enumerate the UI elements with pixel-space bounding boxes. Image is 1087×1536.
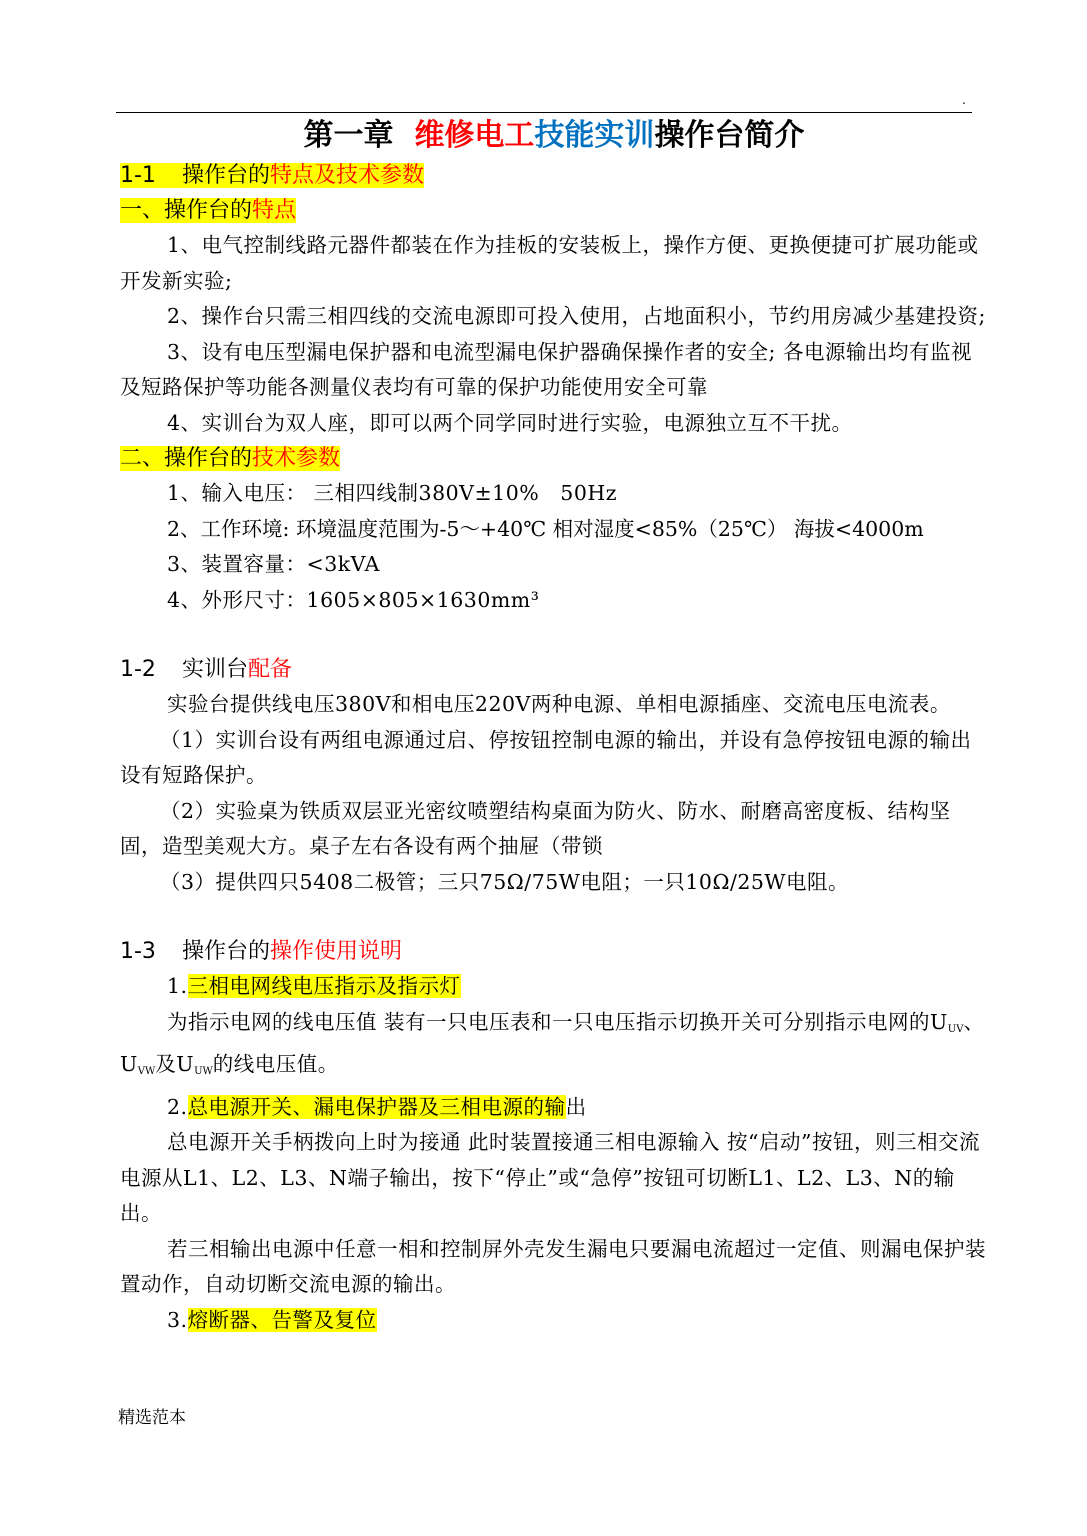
section-heading-1-1: 1-1 操作台的特点及技术参数 [120,163,425,188]
header-mark: . [962,93,966,107]
header-rule [116,112,972,113]
operation-item-3-heading: 3.熔断器、告警及复位 [167,1307,377,1332]
operation-item-2-heading: 2.总电源开关、漏电保护器及三相电源的输出 [167,1094,587,1119]
parameter-item: 4、外形尺寸：1605×805×1630mm³ [167,587,540,612]
equipment-item: （3）提供四只5408二极管；三只75Ω/75W电阻；一只10Ω/25W电阻。 [160,869,850,894]
page-footer: 精选范本 [118,1408,186,1428]
operation-item-2-body: 总电源开关手柄拨向上时为接通 此时装置接通三相电源输入 按“启动”按钮，则三相交流电源从L1、L2、L3、N端子输出，按下“停止”或“急停”按钮可切断L1、L2、L3、N的输出。 [120,1130,980,1225]
operation-item-2-body: 若三相输出电源中任意一相和控制屏外壳发生漏电只要漏电流超过一定值、则漏电保护装置动作，自动切断交流电源的输出。 [120,1236,986,1296]
section-heading-1-2: 1-2 实训台配备 [120,657,293,682]
equipment-intro: 实验台提供线电压380V和相电压220V两种电源、单相电源插座、交流电压电流表。 [167,692,951,716]
subheading-features: 一、操作台的特点 [120,198,297,223]
parameter-item: 3、装置容量：<3kVA [167,552,380,576]
operation-item-1-heading: 1.三相电网线电压指示及指示灯 [167,974,461,998]
document-body [120,114,990,1338]
operation-item-1-body: 为指示电网的线电压值 装有一只电压表和一只电压指示切换开关可分别指示电网的$U_{UV}$、$U_{VW}$及$U_{UW}$的线电压值。 [120,1009,985,1077]
feature-item: 1、电气控制线路元器件都装在作为挂板的安装板上，操作方便、更换便捷可扩展功能或开发新实验; [120,233,979,293]
parameter-item: 2、工作环境: 环境温度范围为-5～+40℃ 相对湿度<85%（25℃） 海拔<4000m [167,516,924,541]
subheading-parameters: 二、操作台的技术参数 [120,446,341,471]
section-heading-1-3: 1-3 操作台的操作使用说明 [120,939,403,964]
equipment-item: （2）实验桌为铁质双层亚光密纹喷塑结构桌面为防火、防水、耐磨高密度板、结构坚固，造型美观大方。桌子左右各设有两个抽屉（带锁 [120,798,951,858]
feature-item: 4、实训台为双人座，即可以两个同学同时进行实验，电源独立互不干扰。 [167,410,853,435]
chapter-title: 第一章 维修电工技能实训操作台简介 [303,118,805,153]
equipment-item: （1）实训台设有两组电源通过启、停按钮控制电源的输出，并设有急停按钮电源的输出设有短路保护。 [120,727,972,787]
feature-item: 3、设有电压型漏电保护器和电流型漏电保护器确保操作者的安全; 各电源输出均有监视及短路保护等功能各测量仪表均有可靠的保护功能使用安全可靠 [120,339,972,399]
parameter-item: 1、输入电压： 三相四线制380V±10% 50Hz [167,481,618,505]
feature-item: 2、操作台只需三相四线的交流电源即可投入使用，占地面积小，节约用房减少基建投资; [167,304,986,328]
